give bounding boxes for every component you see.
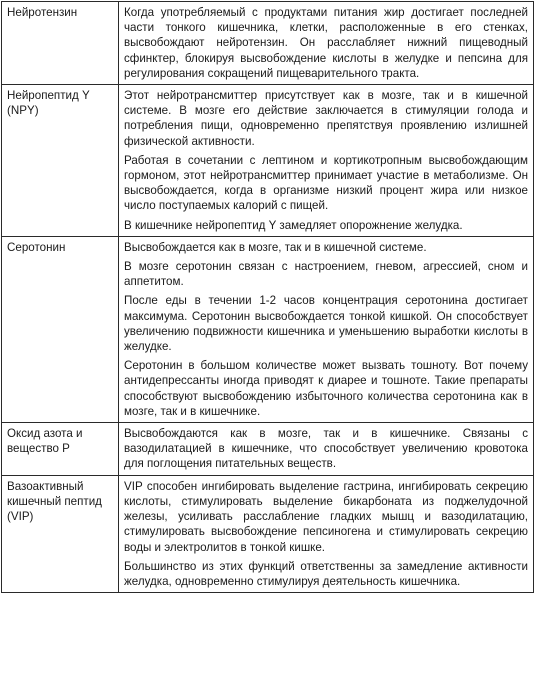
neurotransmitter-table bbox=[1, 1, 534, 593]
term-cell: Нейропептид Y (NPY) bbox=[2, 85, 119, 237]
description-paragraph: Высвобождаются как в мозге, так и в кишечнике. Связаны с вазодилатацией в кишечнике, что способствует увеличению кровотока для поглощения питательных веществ. bbox=[124, 427, 528, 471]
table-row-neurotensin bbox=[2, 2, 534, 85]
description-paragraph: В мозге серотонин связан с настроением, гневом, агрессией, сном и аппетитом. bbox=[124, 260, 528, 289]
term-cell: Оксид азота и вещество Р bbox=[2, 423, 119, 476]
description-paragraph: Серотонин в большом количестве может вызвать тошноту. Вот почему антидепрессанты иногда приводят к диарее и тошноте. Такие препараты способствуют высвобождению избыточного количества серотонина как в мозге, так и в кишечнике. bbox=[124, 359, 528, 418]
description-cell bbox=[119, 475, 534, 592]
table-row-neuropeptide-y bbox=[2, 85, 534, 237]
description-cell bbox=[119, 236, 534, 422]
table-row-vip bbox=[2, 475, 534, 592]
term-cell: Вазоактивный кишечный пептид (VIP) bbox=[2, 475, 119, 592]
description-paragraph: Большинство из этих функций ответственны за замедление активности желудка, одновременно стимулируя деятельность кишечника. bbox=[124, 559, 528, 588]
description-paragraph: Высвобождается как в мозге, так и в кишечной системе. bbox=[124, 240, 427, 254]
table-row-nitric-oxide bbox=[2, 423, 534, 476]
description-paragraph: Когда употребляемый с продуктами питания жир достигает последней части тонкого кишечника, клетки, расположенные в его стенках, высвобождают нейротензин. Он расслабляет нижний пищеводный сфинктер, блокируя высвобождение кислоты в желудке и пепсина для регулирования сокращений пищеварительного тракта. bbox=[124, 6, 528, 80]
description-paragraph: В кишечнике нейропептид Y замедляет опорожнение желудка. bbox=[124, 218, 463, 232]
description-paragraph: После еды в течении 1-2 часов концентрация серотонина достигает максимума. Серотонин высвобождается тонкой кишкой. Он способствует увеличению подвижности кишечника и уменьшению выработки кислоты в желудке. bbox=[124, 294, 528, 354]
description-cell bbox=[119, 2, 534, 85]
description-paragraph: Этот нейротрансмиттер присутствует как в мозге, так и в кишечной системе. В мозге его действие заключается в стимуляции голода и потребления пищи, одновременно препятствуя проявлению излишней физической активности. bbox=[124, 89, 528, 148]
table-row-serotonin bbox=[2, 236, 534, 422]
description-paragraph: VIP способен ингибировать выделение гастрина, ингибировать секрецию кислоты, стимулировать выделение бикарбоната из поджелудочной железы, усиливать расслабление гладких мышц и вазодилатацию, стимулировать высвобождение пепсиногена и стимулировать секрецию воды и электролитов в тонкой кишке. bbox=[124, 479, 528, 554]
description-cell bbox=[119, 85, 534, 237]
term-cell: Нейротензин bbox=[2, 2, 119, 85]
description-paragraph: Работая в сочетании с лептином и кортикотропным высвобождающим гормоном, этот нейротрансмиттер принимает участие в метаболизме. Он высвобождается, когда в организме низкий процент жира или низкое число поступаемых калорий с пищей. bbox=[124, 153, 528, 213]
term-cell: Серотонин bbox=[2, 236, 119, 422]
description-cell bbox=[119, 423, 534, 476]
